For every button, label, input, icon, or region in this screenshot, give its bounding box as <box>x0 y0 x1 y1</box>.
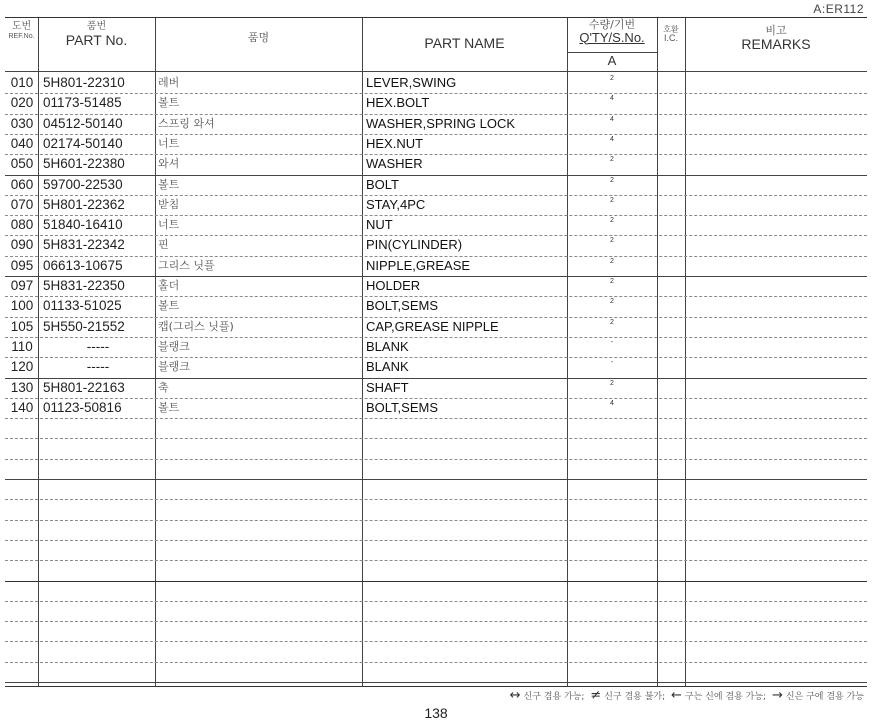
row-separator <box>5 560 867 561</box>
document-code: A:ER112 <box>813 2 864 16</box>
cell-qty: 4 <box>610 95 614 103</box>
row-separator <box>5 438 867 439</box>
header-name-ko: 품명 <box>247 31 270 44</box>
cell-part: 01123-50816 <box>43 399 122 415</box>
cell-en: WASHER <box>366 156 423 172</box>
cell-qty: 2 <box>610 156 614 164</box>
row-separator <box>5 520 867 521</box>
cell-part: 59700-22530 <box>43 176 123 192</box>
cell-qty: 2 <box>610 298 614 306</box>
cell-ko: 핀 <box>158 238 169 252</box>
cell-part: 02174-50140 <box>43 135 123 151</box>
cell-ref: 110 <box>11 338 33 354</box>
cell-part: 5H801-22163 <box>43 379 125 395</box>
cell-part: 5H601-22380 <box>43 156 125 172</box>
cell-qty: 2 <box>610 217 614 225</box>
cell-qty: 4 <box>610 399 614 407</box>
cell-ko: 너트 <box>158 218 180 232</box>
row-separator <box>5 662 867 663</box>
header-ic: 호환 I.C. <box>663 25 679 44</box>
cell-qty: 4 <box>610 115 614 123</box>
page-number: 138 <box>424 705 448 721</box>
header-name-en: PART NAME <box>424 35 505 51</box>
cell-part: 04512-50140 <box>43 115 123 131</box>
cell-ko: 볼트 <box>158 96 180 110</box>
cell-part: 01173-51485 <box>43 95 122 111</box>
parts-table <box>5 17 867 687</box>
cell-ko: 축 <box>158 380 169 394</box>
col-divider-ic <box>685 18 686 686</box>
cell-ref: 130 <box>10 379 34 395</box>
cell-ref: 020 <box>10 95 34 111</box>
header-qty-sub: A <box>607 53 617 68</box>
cell-en: HOLDER <box>366 278 421 293</box>
cell-qty: 2 <box>610 176 614 184</box>
cell-en: NIPPLE,GREASE <box>366 257 471 273</box>
cell-qty: 2 <box>610 237 614 245</box>
row-separator <box>5 682 867 683</box>
cell-en: PIN(CYLINDER) <box>366 237 463 253</box>
cell-ko: 받침 <box>158 197 180 211</box>
cell-ref: 030 <box>10 115 34 131</box>
cell-ref: 120 <box>10 359 34 375</box>
cell-part: 5H831-22342 <box>43 237 125 253</box>
col-divider-partno <box>155 18 156 686</box>
col-divider-qty <box>657 18 658 686</box>
cell-part: 5H801-22310 <box>43 75 125 90</box>
header-remarks: 비고 REMARKS <box>741 24 811 52</box>
header-bottom-border <box>5 71 867 72</box>
cell-en: BLANK <box>366 338 409 354</box>
cell-en: WASHER,SPRING LOCK <box>366 115 516 131</box>
cell-en: STAY,4PC <box>366 196 426 212</box>
cell-ko: 볼트 <box>158 400 180 414</box>
cell-qty: 2 <box>610 75 614 82</box>
col-divider-name-ko <box>362 18 363 686</box>
row-separator <box>5 581 867 582</box>
cell-ko: 볼트 <box>158 299 180 313</box>
cell-en: LEVER,SWING <box>366 75 457 90</box>
cell-part: ----- <box>86 338 110 354</box>
row-separator <box>5 459 867 460</box>
cell-ref: 070 <box>10 196 34 212</box>
cell-part: 5H801-22362 <box>43 196 125 212</box>
cell-en: CAP,GREASE NIPPLE <box>366 318 499 334</box>
cell-part: 01133-51025 <box>43 298 122 314</box>
cell-part: 51840-16410 <box>43 217 123 233</box>
cell-part: ----- <box>86 359 110 375</box>
col-divider-ref <box>38 18 39 686</box>
cell-ref: 050 <box>10 156 34 172</box>
cell-ko: 와셔 <box>158 157 180 171</box>
cell-ref: 095 <box>10 257 34 273</box>
cell-qty: - <box>610 359 614 367</box>
compatibility-legend: ↔ 신구 겸용 가능; ≠ 신구 겸용 불가; ← 구는 신에 겸용 가능; → 신은 구에 겸용 가능 <box>509 688 864 703</box>
cell-ref: 060 <box>10 176 34 192</box>
cell-qty: 2 <box>610 278 614 285</box>
cell-en: NUT <box>366 217 393 233</box>
cell-qty: 2 <box>610 257 614 265</box>
cell-ref: 100 <box>10 298 34 314</box>
row-separator <box>5 621 867 622</box>
row-separator <box>5 418 867 419</box>
cell-ko: 너트 <box>158 136 180 150</box>
cell-ref: 097 <box>10 278 34 293</box>
cell-ko: 볼트 <box>158 177 180 191</box>
cell-en: BLANK <box>366 359 409 375</box>
cell-qty: - <box>610 338 614 346</box>
cell-part: 06613-10675 <box>43 257 123 273</box>
cell-ko: 홀더 <box>158 279 180 292</box>
cell-qty: 2 <box>610 379 614 387</box>
cell-ref: 040 <box>10 135 34 151</box>
cell-ko: 레버 <box>158 76 180 89</box>
cell-en: HEX.BOLT <box>366 95 430 111</box>
cell-qty: 2 <box>610 318 614 326</box>
cell-ko: 블랭크 <box>158 360 190 374</box>
cell-ko: 그리스 닛플 <box>158 258 215 272</box>
cell-en: BOLT,SEMS <box>366 298 439 314</box>
header-partno: 품번 PART No. <box>65 21 128 48</box>
row-separator <box>5 641 867 642</box>
cell-en: BOLT <box>366 176 399 192</box>
cell-ref: 010 <box>10 75 34 90</box>
cell-qty: 2 <box>610 196 614 204</box>
header-ref: 도번 REF.No. <box>8 21 35 40</box>
cell-en: HEX.NUT <box>366 135 424 151</box>
row-separator <box>5 499 867 500</box>
cell-ko: 스프링 와셔 <box>158 116 215 130</box>
row-separator <box>5 479 867 480</box>
cell-part: 5H831-22350 <box>43 278 125 293</box>
cell-ref: 140 <box>10 399 34 415</box>
cell-ko: 캡(그리스 닛플) <box>158 319 234 333</box>
cell-en: SHAFT <box>366 379 409 395</box>
cell-ref: 090 <box>10 237 34 253</box>
cell-ko: 블랭크 <box>158 339 190 353</box>
cell-en: BOLT,SEMS <box>366 399 439 415</box>
cell-qty: 4 <box>610 135 614 143</box>
row-separator <box>5 540 867 541</box>
header-qty: 수량/기번 Q'TY/S.No. <box>579 18 645 45</box>
cell-ref: 105 <box>10 318 34 334</box>
row-separator <box>5 601 867 602</box>
cell-part: 5H550-21552 <box>43 318 125 334</box>
cell-ref: 080 <box>10 217 34 233</box>
